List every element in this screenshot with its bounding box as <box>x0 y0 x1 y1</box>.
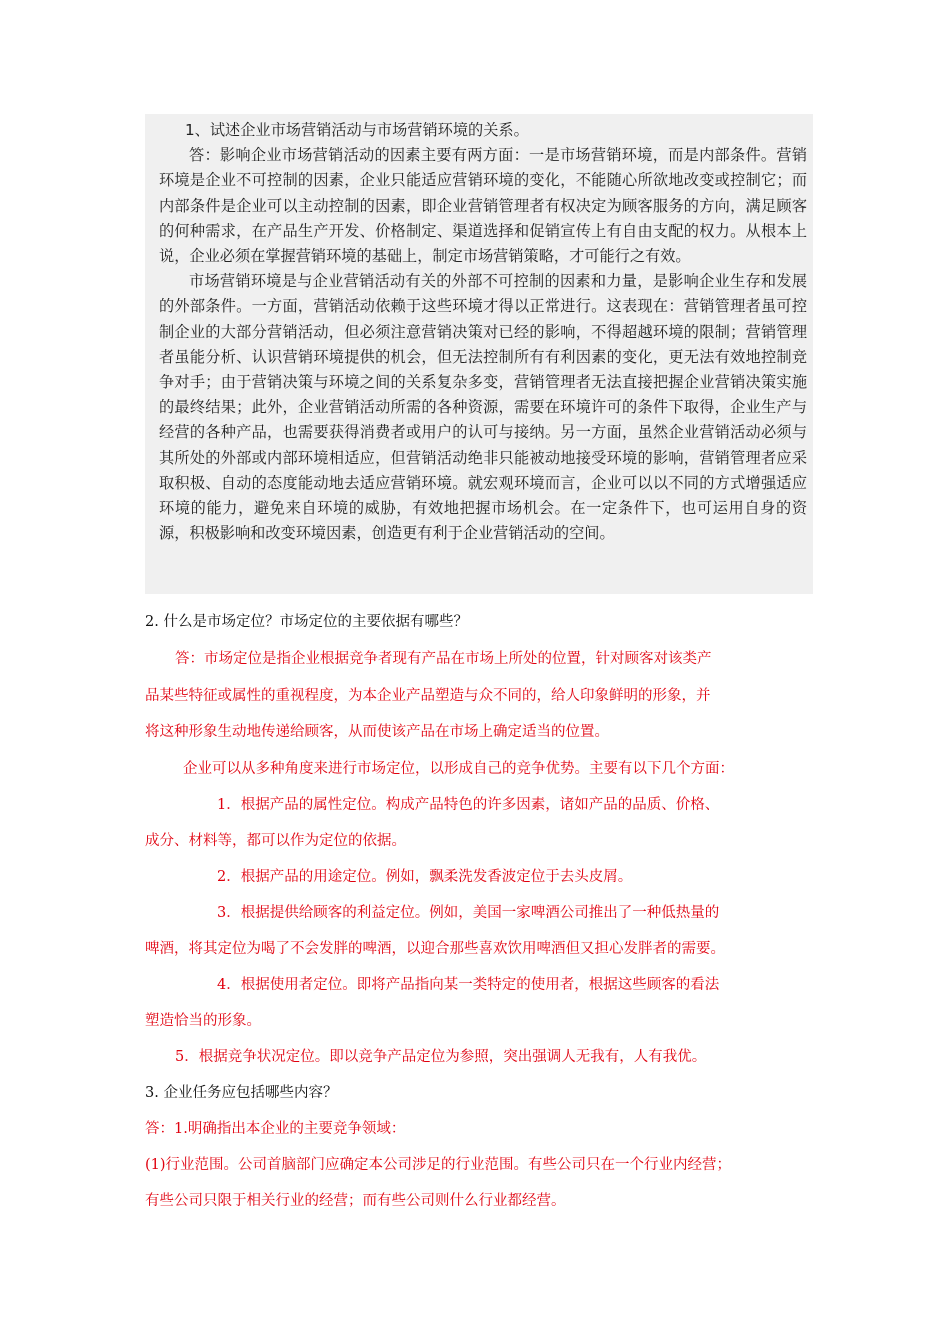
q2-item-4-line-2: 塑造恰当的形象。 <box>145 1013 261 1029</box>
q3-answer-line-3: 有些公司只限于相关行业的经营；而有些公司则什么行业都经营。 <box>145 1193 566 1209</box>
q2-item-4-line-1: 4．根据使用者定位。即将产品指向某一类特定的使用者，根据这些顾客的看法 <box>217 977 720 993</box>
q2-answer-line-2: 品某些特征或属性的重视程度，为本企业产品塑造与众不同的，给人印象鲜明的形象，并 <box>145 688 711 704</box>
q3-title: 3. 企业任务应包括哪些内容？ <box>145 1085 338 1101</box>
q3-answer-line-2: (1)行业范围。公司首脑部门应确定本公司涉足的行业范围。有些公司只在一个行业内经营； <box>145 1157 732 1173</box>
q2-item-3-line-1: 3．根据提供给顾客的利益定位。例如，美国一家啤酒公司推出了一种低热量的 <box>217 905 720 921</box>
scanned-excerpt <box>145 114 813 594</box>
q2-title: 2. 什么是市场定位？市场定位的主要依据有哪些？ <box>145 614 468 630</box>
q1-answer-paragraph-1: 答：影响企业市场营销活动的因素主要有两方面：一是市场营销环境，而是内部条件。营销环境是企业不可控制的因素，企业只能适应营销环境的变化，不能随心所欲地改变或控制它；而内部条件是企业可以主动控制的因素，即企业营销管理者有权决定为顾客服务的方向，满足顾客的何种需求，在产品生产开发、价格制定、渠道选择和促销宣传上有自由支配的权力。从根本上说，企业必须在掌握营销环境的基础上，制定市场营销策略，才可能行之有效。 <box>159 146 807 266</box>
q2-item-1-line-2: 成分、材料等，都可以作为定位的依据。 <box>145 833 406 849</box>
q2-item-3-line-2: 啤酒，将其定位为喝了不会发胖的啤酒，以迎合那些喜欢饮用啤酒但又担心发胖者的需要。 <box>145 941 725 957</box>
q2-basis-intro: 企业可以从多种角度来进行市场定位，以形成自己的竞争优势。主要有以下几个方面： <box>183 761 734 777</box>
q2-item-2: 2．根据产品的用途定位。例如，飘柔洗发香波定位于去头皮屑。 <box>217 869 633 885</box>
q1-answer-paragraph-2: 市场营销环境是与企业营销活动有关的外部不可控制的因素和力量，是影响企业生存和发展的外部条件。一方面，营销活动依赖于这些环境才得以正常进行。这表现在：营销管理者虽可控制企业的大部分营销活动，但必须注意营销决策对已经的影响，不得超越环境的限制；营销管理者虽能分析、认识营销环境提供的机会，但无法控制所有有利因素的变化，更无法有效地控制竞争对手；由于营销决策与环境之间的关系复杂多变，营销管理者无法直接把握企业营销决策实施的最终结果；此外，企业营销活动所需的各种资源，需要在环境许可的条件下取得，企业生产与经营的各种产品，也需要获得消费者或用户的认可与接纳。另一方面，虽然企业营销活动必须与其所处的外部或内部环境相适应，但营销活动绝非只能被动地接受环境的影响，营销管理者应采取积极、自动的态度能动地去适应营销环境。就宏观环境而言，企业可以以不同的方式增强适应环境的能力，避免来自环境的威胁，有效地把握市场机会。在一定条件下，也可运用自身的资源，积极影响和改变环境因素，创造更有利于企业营销活动的空间。 <box>159 272 807 543</box>
q3-answer-line-1: 答：1.明确指出本企业的主要竞争领域： <box>145 1121 406 1137</box>
q2-item-1-line-1: 1．根据产品的属性定位。构成产品特色的许多因素，诸如产品的品质、价格、 <box>217 797 720 813</box>
q1-title: 1、试述企业市场营销活动与市场营销环境的关系。 <box>185 121 529 139</box>
q2-answer-line-1: 答：市场定位是指企业根据竞争者现有产品在市场上所处的位置，针对顾客对该类产 <box>175 651 712 667</box>
q2-item-5: 5．根据竞争状况定位。即以竞争产品定位为参照，突出强调人无我有，人有我优。 <box>175 1049 707 1065</box>
q2-answer-line-3: 将这种形象生动地传递给顾客，从而使该产品在市场上确定适当的位置。 <box>145 724 609 740</box>
